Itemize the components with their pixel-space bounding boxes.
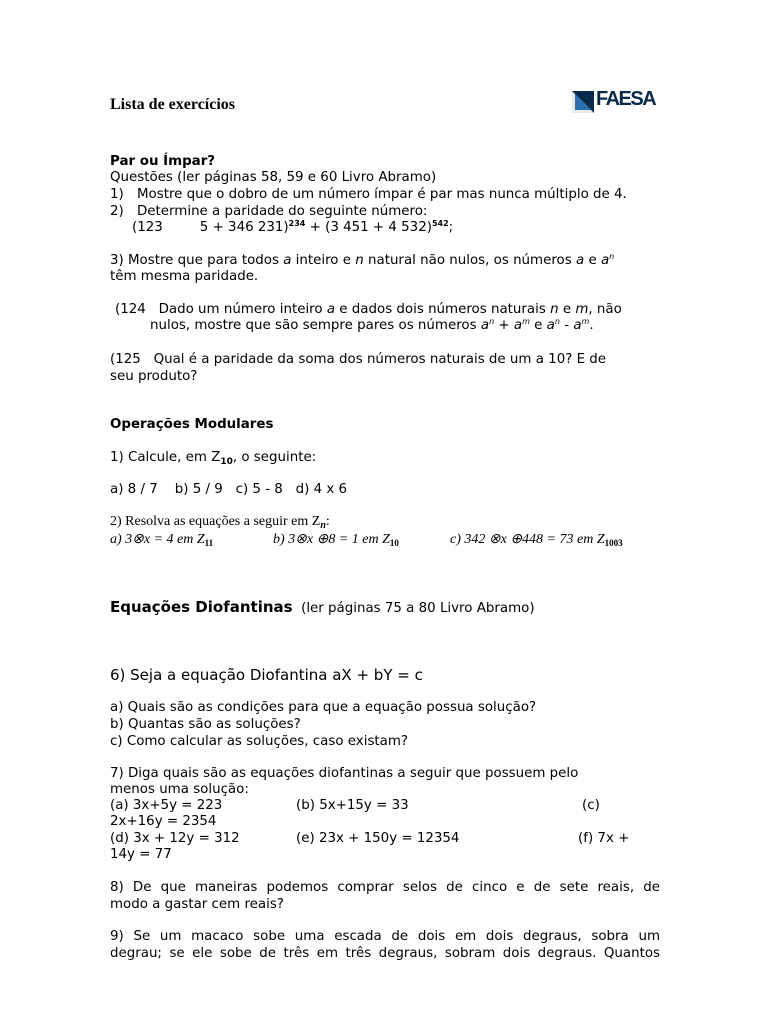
question-9-line-1: 9) Se um macaco sobe uma escada de dois em dois degraus, sobra um [110,929,660,944]
variable: a [513,318,523,333]
equation-7a: (a) 3x+5y = 223 [110,798,223,813]
text: e [584,253,601,268]
modular-question-1 [110,450,316,467]
expr-exponent: 234 [288,219,306,228]
variable: a [283,253,292,268]
question-3-line-2: têm mesma paridade. [110,269,259,284]
question-6-c: c) Como calcular as soluções, caso existam? [110,734,409,749]
text: + [494,318,514,333]
text: inteiro e [291,253,356,268]
subscript: 10 [389,538,399,548]
exponent: n [609,252,615,261]
exponent: n [489,317,495,326]
text: Qual é a paridade da soma dos números naturais de um a 10? E de [153,352,607,367]
parity-expression [132,220,453,237]
equation: a) 3⊗x = 4 em Z [110,532,205,547]
variable: n [355,253,364,268]
question-number: 2) [110,204,124,219]
text: , o seguinte: [232,450,317,465]
subscript: n [320,520,326,531]
section-heading-operacoes-modulares: Operações Modulares [110,417,274,432]
variable: a [600,253,610,268]
text: 3) Mostre que para todos [110,253,284,268]
subscript: 11 [204,538,214,548]
equation-7f: 14y = 77 [110,847,172,862]
question-6-a: a) Quais são as condições para que a equação possua solução? [110,700,537,715]
text: . [589,318,594,333]
modular-equation-c [450,532,623,549]
faesa-logo-icon [572,91,594,113]
question-number: 1) [110,187,124,202]
equation-7c-label: (c) [582,798,600,813]
question-text: Determine a paridade do seguinte número: [137,204,428,219]
question-6: 6) Seja a equação Diofantina aX + bY = c [110,666,423,684]
text: e [558,302,576,317]
question-text: Mostre que o dobro de um número ímpar é par mas nunca múltiplo de 4. [137,187,627,202]
variable: a [326,302,336,317]
subscript: 10 [220,457,233,467]
variable: a [546,318,555,333]
question-124 [115,302,622,319]
modular-question-1-items: a) 8 / 7 b) 5 / 9 c) 5 - 8 d) 4 x 6 [110,482,348,497]
expr-part: 5 + 346 231) [199,220,289,235]
section-reference: (ler páginas 75 a 80 Livro Abramo) [301,601,535,616]
text: e [529,318,547,333]
text: , não [588,302,622,317]
modular-equation-a [110,532,213,549]
text: 1) Calcule, em Z [110,450,221,465]
text: 2) Resolva as equações a seguir em Z [110,514,321,529]
variable: a [575,253,585,268]
equation-7d: (d) 3x + 12y = 312 [110,831,240,846]
equation: b) 3⊗x ⊕8 = 1 em Z [273,532,390,547]
text: : [325,514,330,529]
expr-exponent: 542 [431,219,449,228]
question-3 [110,253,614,270]
question-number: (125 [110,352,141,367]
equation: c) 342 ⊗x ⊕448 = 73 em Z [450,532,605,547]
equation-7f-label: (f) 7x + [578,831,630,846]
question-125 [110,352,606,369]
question-number: (124 [115,302,146,317]
question-6-b: b) Quantas são as soluções? [110,717,301,732]
subscript: 1003 [604,538,623,548]
faesa-logo [572,90,660,114]
question-9-line-2: degrau; se ele sobe de três em três degraus, sobram dois degraus. Quantos [110,945,660,961]
question-125-line-2: seu produto? [110,369,198,384]
question-2 [110,204,427,221]
question-8-line-1: 8) De que maneiras podemos comprar selos de cinco e de sete reais, de [110,880,660,895]
section-reference: Questões (ler páginas 58, 59 e 60 Livro Abramo) [110,170,437,185]
document-title: Lista de exercícios [110,96,236,113]
exponent: n [554,317,560,326]
question-7-line-1: 7) Diga quais são as equações diofantinas a seguir que possuem pelo [110,766,579,781]
variable: n [550,302,559,317]
text: nulos, mostre que são sempre pares os números [150,318,481,333]
question-8 [110,880,660,913]
question-8-line-2: modo a gastar cem reais? [110,896,284,912]
question-9 [110,929,660,962]
variable: m [575,302,589,317]
section-heading-diofantinas-row [110,599,535,618]
question-1 [110,187,627,204]
question-7-line-2: menos uma solução: [110,782,249,797]
expr-part: ; [448,220,454,235]
text: e dados dois números naturais [335,302,551,317]
text: Dado um número inteiro [158,302,327,317]
equation-7e: (e) 23x + 150y = 12354 [296,831,460,846]
variable: a [573,318,582,333]
section-heading-diofantinas: Equações Diofantinas [110,598,293,616]
modular-question-2 [110,514,330,531]
text: natural não nulos, os números [363,253,576,268]
exponent: m [522,317,530,326]
logo-text: FAESA [596,88,656,110]
equation-7b: (b) 5x+15y = 33 [296,798,409,813]
expr-part: (123 [132,220,163,235]
exponent: m [581,317,590,326]
question-124-line-2 [150,318,594,335]
text: - [559,318,574,333]
variable: a [480,318,490,333]
section-heading-par-impar: Par ou Ímpar? [110,154,216,169]
expr-part: + (3 451 + 4 532) [305,220,432,235]
equation-7c: 2x+16y = 2354 [110,814,217,829]
modular-equation-b [273,532,399,549]
